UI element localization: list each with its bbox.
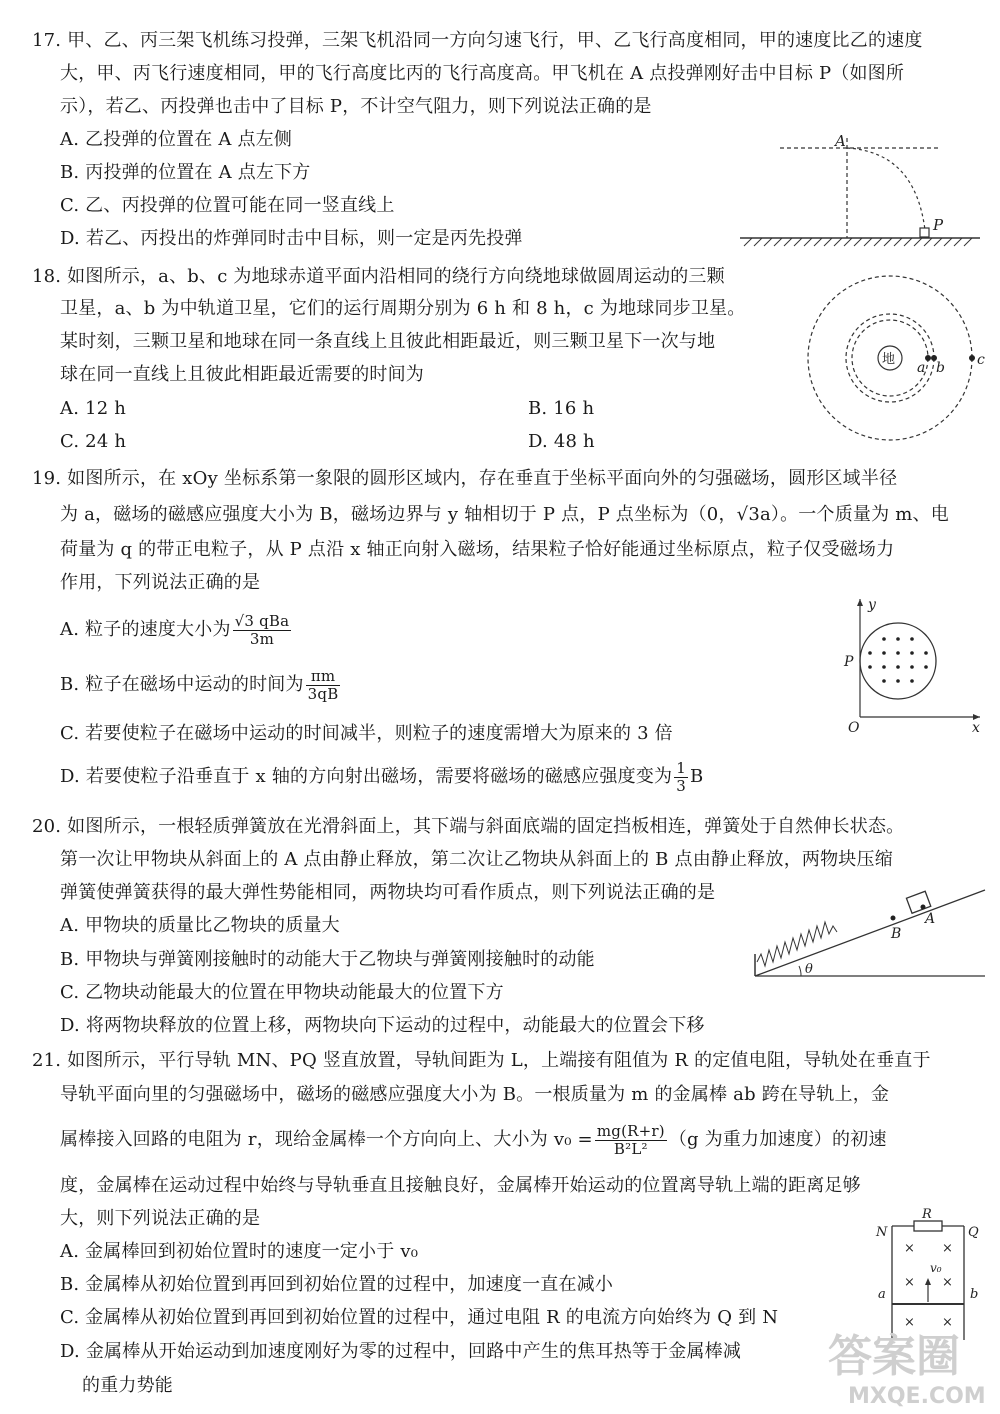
q19-option-d-text: D. 若要使粒子沿垂直于 x 轴的方向射出磁场，需要将磁场的磁感应强度变为	[60, 766, 673, 787]
block	[906, 891, 930, 913]
label-O: O	[848, 720, 860, 735]
q21-stem-line3	[60, 1120, 887, 1160]
q18-stem-line3: 某时刻，三颗卫星和地球在同一条直线上且彼此相距最近，则三颗卫星下一次与地	[60, 331, 716, 352]
q19-option-c: C. 若要使粒子在磁场中运动的时间减半，则粒子的速度需增大为原来的 3 倍	[60, 723, 673, 744]
q21-option-a: A. 金属棒回到初始位置时的速度一定小于 v₀	[60, 1241, 419, 1262]
q19-d-fraction	[674, 760, 688, 795]
field-region-circle	[860, 623, 936, 699]
point-B	[891, 916, 896, 921]
q21-v0-fraction	[595, 1123, 667, 1158]
q19-option-d-suffix: B	[689, 766, 704, 787]
spring	[757, 922, 837, 966]
q20-stem-line1: 20. 如图所示，一根轻质弹簧放在光滑斜面上，其下端与斜面底端的固定挡板相连，弹簧处于自然伸长状态。	[32, 816, 905, 837]
q18-option-d: D. 48 h	[528, 431, 595, 452]
q19-a-denominator: 3m	[249, 629, 275, 648]
q17-stem-line2: 大，甲、丙飞行速度相同，甲的飞行高度比丙的飞行高度高。甲飞机在 A 点投弹刚好击中目标 P（如图所	[60, 63, 905, 84]
label-v0: v₀	[930, 1261, 942, 1275]
q19-option-b-text: B. 粒子在磁场中运动的时间为	[60, 674, 304, 695]
satellite-c	[969, 355, 975, 361]
label-P: P	[844, 654, 854, 670]
q17-option-c: C. 乙、丙投弹的位置可能在同一竖直线上	[60, 195, 395, 216]
q17-option-a: A. 乙投弹的位置在 A 点左侧	[60, 129, 293, 150]
q19-d-numerator: 1	[676, 758, 686, 777]
q21-option-d-line2: 的重力势能	[82, 1375, 173, 1396]
label-N: N	[876, 1225, 888, 1240]
label-A: A	[925, 911, 936, 927]
q21-stem-line3-suffix: （g 为重力加速度）的初速	[668, 1129, 887, 1150]
q21-option-d: D. 金属棒从开始运动到加速度刚好为零的过程中，回路中产生的焦耳热等于金属棒减	[60, 1341, 742, 1362]
q17-projectile-figure	[740, 130, 980, 250]
q18-option-c: C. 24 h	[60, 431, 127, 452]
q21-v0-numerator: mg(R+r)	[596, 1121, 665, 1140]
q18-stem-line1: 18. 如图所示，a、b、c 为地球赤道平面内沿相同的绕行方向绕地球做圆周运动的三颗	[32, 266, 725, 287]
svg-text:×: ×	[942, 1315, 953, 1330]
watermark-site-text: MXQE.COM	[848, 1384, 986, 1409]
angle-arc	[799, 966, 801, 976]
q20-option-d: D. 将两物块释放的位置上移，两物块向下运动的过程中，动能最大的位置会下移	[60, 1015, 705, 1036]
satellite-a	[925, 355, 931, 361]
label-A: A	[835, 132, 846, 150]
q18-stem-line4: 球在同一直线上且彼此相距最近需要的时间为	[60, 364, 424, 385]
watermark-logo-text: 答案圈	[828, 1331, 960, 1382]
q20-stem-line3: 弹簧使弹簧获得的最大弹性势能相同，两物块均可看作质点，则下列说法正确的是	[60, 882, 716, 903]
label-Q: Q	[968, 1225, 979, 1240]
q17-stem-line3: 示），若乙、丙投弹也击中了目标 P，不计空气阻力，则下列说法正确的是	[60, 96, 652, 117]
q21-option-c: C. 金属棒从初始位置到再回到初始位置的过程中，通过电阻 R 的电流方向始终为 Q 到 N	[60, 1307, 779, 1328]
q17-option-b: B. 丙投弹的位置在 A 点左下方	[60, 162, 311, 183]
q21-stem-line5: 大，则下列说法正确的是	[60, 1208, 261, 1229]
label-B: B	[891, 926, 902, 942]
ground-hatching	[744, 238, 972, 246]
target-box	[920, 228, 929, 237]
q21-stem-line4: 度，金属棒在运动过程中始终与导轨垂直且接触良好，金属棒开始运动的位置离导轨上端的距离足够	[60, 1175, 861, 1196]
label-P: P	[933, 216, 944, 234]
point-A	[921, 905, 926, 910]
q19-b-numerator: πm	[306, 668, 341, 686]
label-a: a	[878, 1287, 886, 1302]
q18-orbit-figure	[800, 262, 1000, 458]
label-x: x	[972, 720, 980, 735]
q20-option-b: B. 甲物块与弹簧刚接触时的动能大于乙物块与弹簧刚接触时的动能	[60, 949, 595, 970]
q19-stem-line2: 为 a，磁场的磁感应强度大小为 B，磁场边界与 y 轴相切于 P 点，P 点坐标为（0，√3a）。一个质量为 m、电	[60, 504, 949, 525]
svg-text:×: ×	[942, 1241, 953, 1256]
q21-v0-denominator: B²L²	[613, 1139, 648, 1158]
label-b: b	[936, 360, 945, 376]
field-dots	[868, 637, 928, 683]
q19-a-fraction	[233, 613, 292, 648]
q19-option-a	[60, 610, 293, 650]
q19-b-fraction	[306, 668, 341, 703]
q19-d-denominator: 3	[676, 776, 686, 795]
q19-option-b	[60, 665, 342, 705]
q21-option-b: B. 金属棒从初始位置到再回到初始位置的过程中，加速度一直在减小	[60, 1274, 614, 1295]
incline-surface	[755, 890, 985, 976]
q17-option-d: D. 若乙、丙投出的炸弹同时击中目标，则一定是丙先投弹	[60, 228, 523, 249]
trajectory-curve	[847, 148, 925, 230]
earth-label: 地	[882, 352, 896, 367]
svg-text:×: ×	[904, 1241, 915, 1256]
q19-magnetic-field-figure	[840, 595, 990, 735]
label-y: y	[868, 597, 876, 613]
label-c: c	[977, 352, 985, 368]
q21-stem-line1: 21. 如图所示，平行导轨 MN、PQ 竖直放置，导轨间距为 L，上端接有阻值为 R 的定值电阻，导轨处在垂直于	[32, 1050, 931, 1071]
y-axis-arrow	[857, 599, 863, 606]
q20-option-c: C. 乙物块动能最大的位置在甲物块动能最大的位置下方	[60, 982, 504, 1003]
q18-stem-line2: 卫星，a、b 为中轨道卫星，它们的运行周期分别为 6 h 和 8 h，c 为地球同步卫星。	[60, 298, 746, 319]
q19-stem-line1: 19. 如图所示，在 xOy 坐标系第一象限的圆形区域内，存在垂直于坐标平面向外的匀强磁场，圆形区域半径	[32, 468, 898, 489]
q19-option-d	[60, 757, 703, 797]
q17-stem-line1: 17. 甲、乙、丙三架飞机练习投弹，三架飞机沿同一方向匀速飞行，甲、乙飞行高度相同，甲的速度比乙的速度	[32, 30, 923, 51]
q20-stem-line2: 第一次让甲物块从斜面上的 A 点由静止释放，第二次让乙物块从斜面上的 B 点由静止释放，两物块压缩	[60, 849, 893, 870]
svg-text:×: ×	[942, 1275, 953, 1290]
q21-stem-line2: 导轨平面向里的匀强磁场中，磁场的磁感应强度大小为 B。一根质量为 m 的金属棒 ab 跨在导轨上，金	[60, 1084, 890, 1105]
label-a: a	[917, 360, 926, 376]
q19-option-a-text: A. 粒子的速度大小为	[60, 619, 231, 640]
svg-text:×: ×	[904, 1315, 915, 1330]
q19-stem-line4: 作用，下列说法正确的是	[60, 572, 261, 593]
q21-stem-line3-text: 属棒接入回路的电阻为 r，现给金属棒一个方向向上、大小为 v₀ =	[60, 1129, 593, 1150]
label-b: b	[970, 1287, 979, 1302]
q20-incline-figure	[745, 878, 990, 983]
svg-text:×: ×	[904, 1275, 915, 1290]
v0-arrowhead	[925, 1278, 931, 1285]
label-R: R	[922, 1207, 932, 1222]
q19-stem-line3: 荷量为 q 的带正电粒子，从 P 点沿 x 轴正向射入磁场，结果粒子恰好能通过坐标原点，粒子仅受磁场力	[60, 539, 895, 560]
resistor-R	[914, 1221, 942, 1231]
q19-b-denominator: 3qB	[307, 684, 339, 703]
q18-option-a: A. 12 h	[60, 398, 127, 419]
q19-a-numerator: √3 qBa	[234, 611, 290, 630]
q20-option-a: A. 甲物块的质量比乙物块的质量大	[60, 915, 340, 936]
label-theta: θ	[805, 962, 813, 977]
q18-option-b: B. 16 h	[528, 398, 595, 419]
